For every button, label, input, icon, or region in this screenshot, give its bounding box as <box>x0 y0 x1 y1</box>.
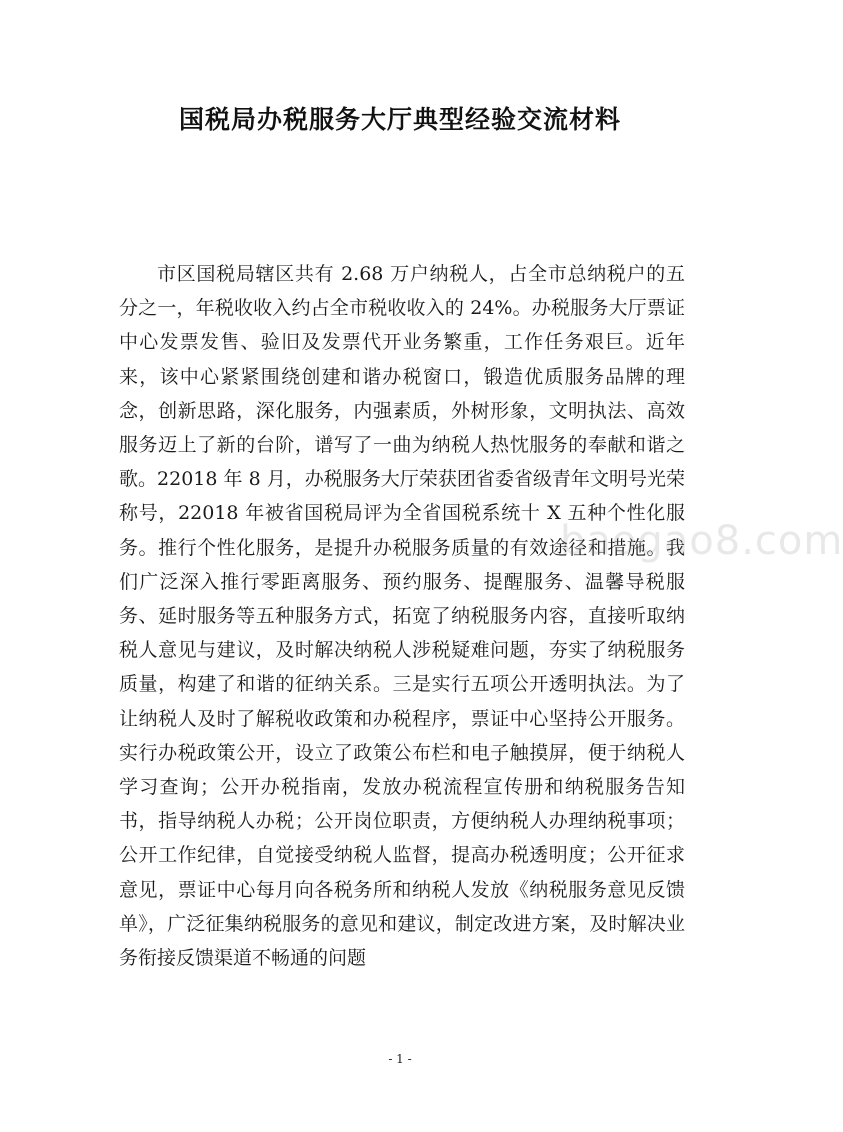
watermark: baogao8.com <box>560 518 843 564</box>
body-paragraph: 市区国税局辖区共有 2.68 万户纳税人，占全市总纳税户的五分之一，年税收收入约占全市税收收入的 24%。办税服务大厅票证中心发票发售、验旧及发票代开业务繁重，工作任务艰巨。近年来，该中心紧紧围绕创建和谐办税窗口，锻造优质服务品牌的理念，创新思路，深化服务，内强素质，外树形象，文明执法、高效服务迈上了新的台阶，谱写了一曲为纳税人热忱服务的奉献和谐之歌。22018 年 8 月，办税服务大厅荣获团省委省级青年文明号光荣称号，22018 年被省国税局评为全省国税系统十 X 五种个性化服务。推行个性化服务，是提升办税服务质量的有效途径和措施。我们广泛深入推行零距离服务、预约服务、提醒服务、温馨导税服务、延时服务等五种服务方式，拓宽了纳税服务内容，直接听取纳税人意见与建议，及时解决纳税人涉税疑难问题，夯实了纳税服务质量，构建了和谐的征纳关系。三是实行五项公开透明执法。为了让纳税人及时了解税收政策和办税程序，票证中心坚持公开服务。实行办税政策公开，设立了政策公布栏和电子触摸屏，便于纳税人学习查询；公开办税指南，发放办税流程宣传册和纳税服务告知书，指导纳税人办税；公开岗位职责，方便纳税人办理纳税事项；公开工作纪律，自觉接受纳税人监督，提高办税透明度；公开征求意见，票证中心每月向各税务所和纳税人发放《纳税服务意见反馈单》，广泛征集纳税服务的意见和建议，制定改进方案，及时解决业务衔接反馈渠道不畅通的问题 <box>119 263 685 970</box>
page-number: - 1 - <box>388 1052 412 1066</box>
document-title: 国税局办税服务大厅典型经验交流材料 <box>178 105 621 134</box>
